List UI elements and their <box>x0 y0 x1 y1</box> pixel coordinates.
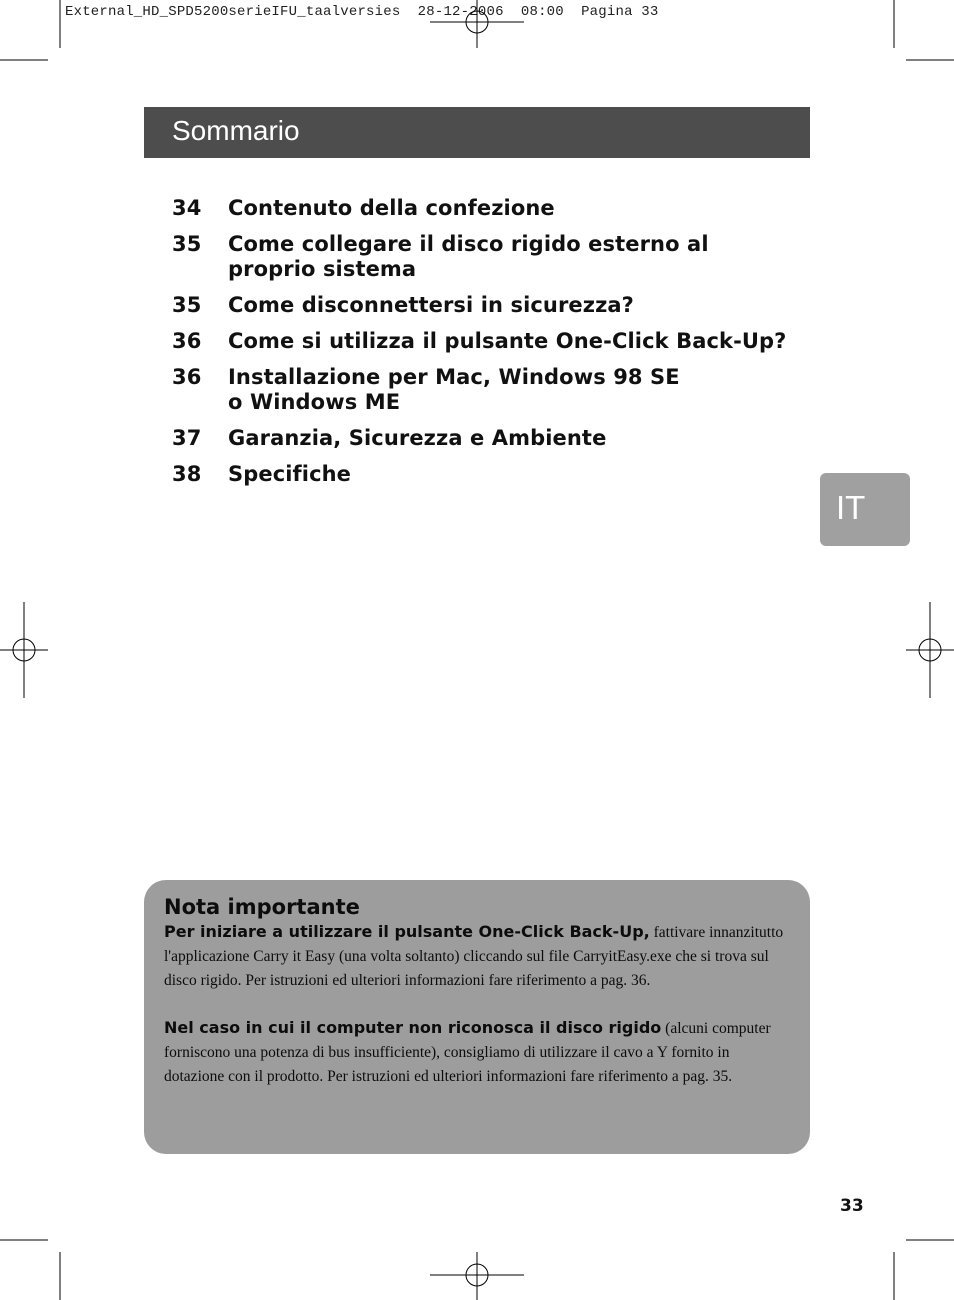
toc-entry-label: Contenuto della confezione <box>228 196 555 220</box>
toc-page-number: 35 <box>172 232 202 256</box>
table-of-contents <box>172 196 822 498</box>
note-paragraph-lead: Nel caso in cui il computer non riconosca il disco rigido <box>164 1018 662 1038</box>
note-paragraph-disk <box>164 1016 790 1088</box>
print-slug-line: External_HD_SPD5200serieIFU_taalversies 28-12-2006 08:00 Pagina 33 <box>65 4 659 20</box>
page-number: 33 <box>840 1196 864 1216</box>
toc-entry[interactable] <box>172 196 822 221</box>
note-paragraph-backup <box>164 920 790 992</box>
toc-page-number: 37 <box>172 426 202 450</box>
toc-entry-label: Garanzia, Sicurezza e Ambiente <box>228 426 607 450</box>
toc-page-number: 36 <box>172 329 202 353</box>
language-tab <box>820 473 910 546</box>
toc-entry-label: Installazione per Mac, Windows 98 SE o Windows ME <box>228 365 680 414</box>
toc-page-number: 35 <box>172 293 202 317</box>
toc-page-number: 38 <box>172 462 202 486</box>
page-title: Sommario <box>172 115 300 146</box>
toc-entry-label: Come disconnettersi in sicurezza? <box>228 293 634 317</box>
toc-entry-label: Come si utilizza il pulsante One-Click Back-Up? <box>228 329 787 353</box>
section-header-bar <box>144 107 810 158</box>
toc-page-number: 36 <box>172 365 202 389</box>
note-paragraph-lead: Per iniziare a utilizzare il pulsante One-Click Back-Up, <box>164 922 650 941</box>
toc-entry[interactable] <box>172 293 822 318</box>
note-paragraph-text: (alcuni computer forniscono una potenza di bus insufficiente), consigliamo di utilizzare il cavo a Y fornito in dotazione con il prodotto. Per istruzioni ed ulteriori informazioni fare riferimento a pag. 35. <box>164 1020 771 1085</box>
toc-entry[interactable] <box>172 329 822 354</box>
toc-page-number: 34 <box>172 196 202 220</box>
toc-entry[interactable] <box>172 462 822 487</box>
paragraph-spacer <box>164 992 790 1016</box>
toc-entry[interactable] <box>172 365 822 415</box>
toc-entry-label: Specifiche <box>228 462 352 486</box>
toc-entry[interactable] <box>172 426 822 451</box>
important-note-box <box>144 880 810 1154</box>
toc-entry[interactable] <box>172 232 822 282</box>
note-paragraph-text: fattivare innanzitutto l'applicazione Carry it Easy (una volta soltanto) cliccando sul file CarryitEasy.exe che si trova sul disco rigido. Per istruzioni ed ulteriori informazioni fare riferimento a pag. 36. <box>164 924 784 989</box>
language-tab-label: IT <box>836 489 866 526</box>
note-title: Nota importante <box>164 895 360 919</box>
toc-entry-label: Come collegare il disco rigido esterno al proprio sistema <box>228 232 709 281</box>
